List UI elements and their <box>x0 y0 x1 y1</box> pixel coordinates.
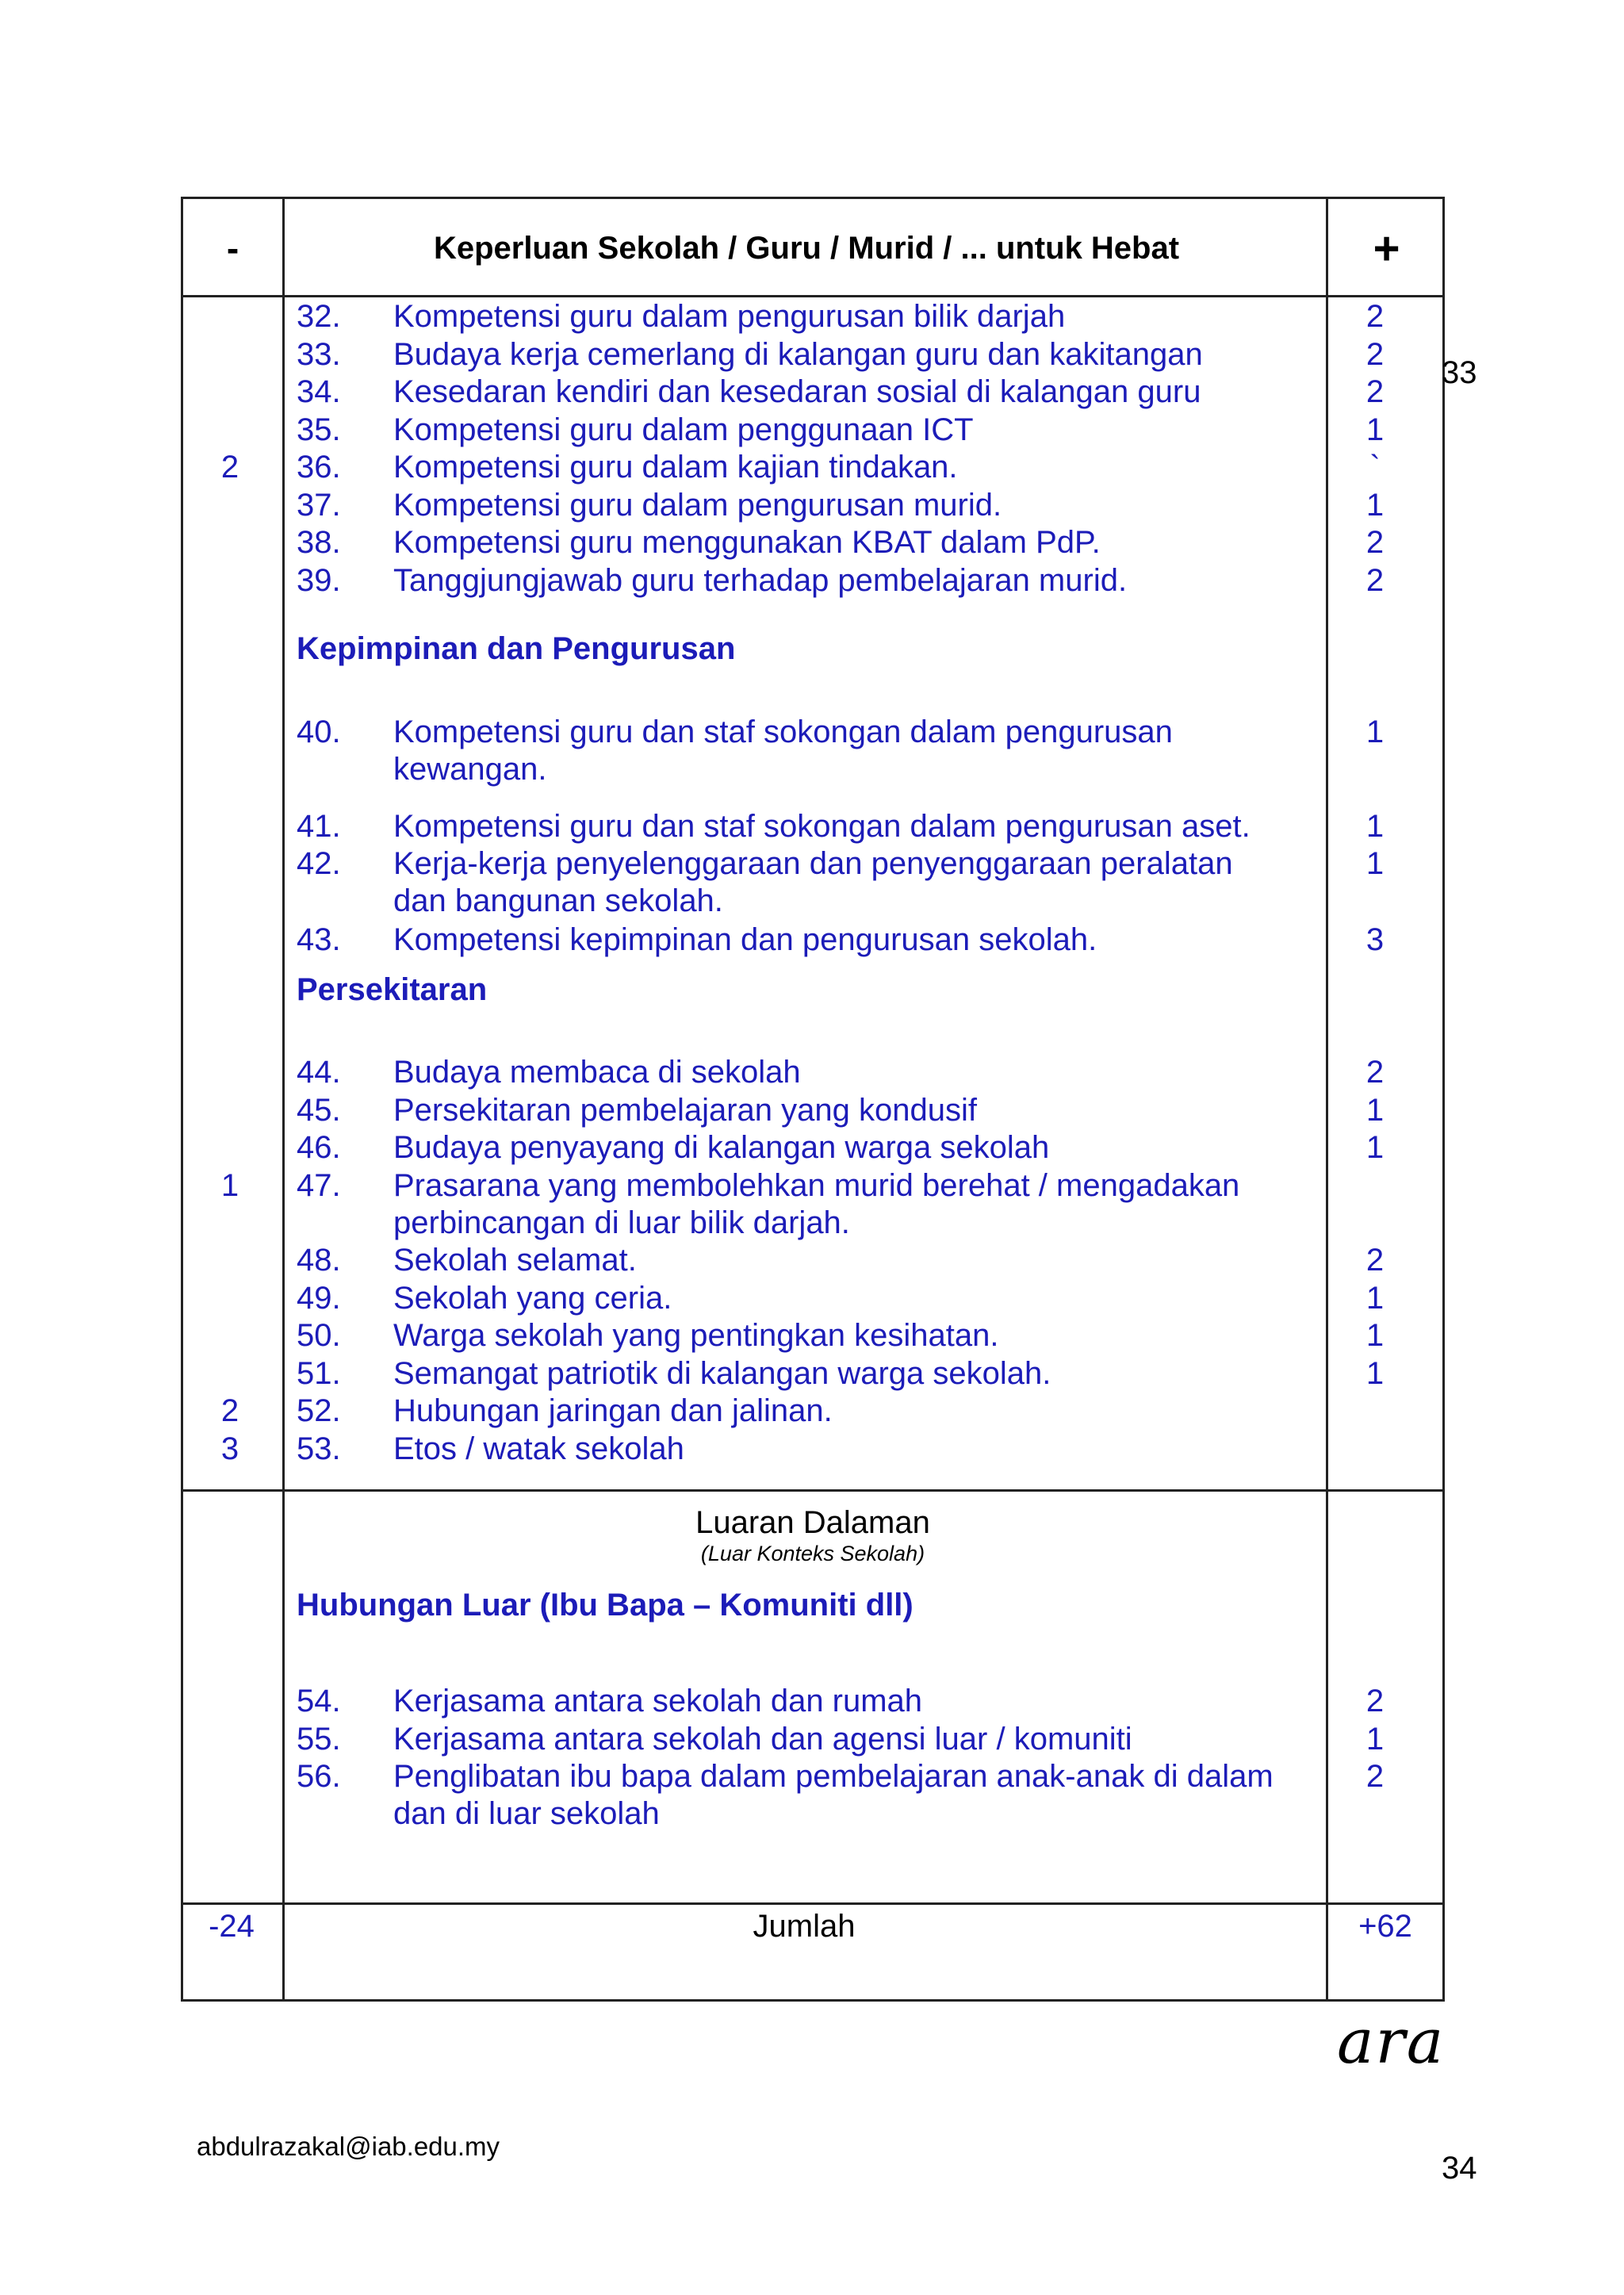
item-text: Kompetensi guru dalam pengurusan bilik darjah <box>393 299 1066 334</box>
item-number: 56. <box>297 1759 341 1794</box>
item-plus-score: 2 <box>1365 1055 1385 1090</box>
item-number: 48. <box>297 1243 341 1278</box>
item-plus-score: 1 <box>1365 715 1385 749</box>
item-number: 53. <box>297 1431 341 1466</box>
item-number: 32. <box>297 299 341 334</box>
item-text: Budaya membaca di sekolah <box>393 1055 801 1090</box>
item-text: Warga sekolah yang pentingkan kesihatan. <box>393 1318 999 1353</box>
section-title-leadership: Kepimpinan dan Pengurusan <box>297 631 736 666</box>
item-plus-score: 1 <box>1365 846 1385 881</box>
item-text: Etos / watak sekolah <box>393 1431 684 1466</box>
signature: ara <box>1337 2006 1446 2078</box>
item-number: 39. <box>297 563 341 598</box>
external-subheading: (Luar Konteks Sekolah) <box>700 1542 925 1565</box>
item-plus-score: 2 <box>1365 525 1385 560</box>
item-number: 47. <box>297 1168 341 1203</box>
item-number: 50. <box>297 1318 341 1353</box>
table-divider <box>282 199 285 1999</box>
section-title-external: Hubungan Luar (Ibu Bapa – Komuniti dll) <box>297 1588 914 1623</box>
item-text: Penglibatan ibu bapa dalam pembelajaran anak-anak di dalam <box>393 1759 1274 1794</box>
item-plus-score: 2 <box>1365 1684 1385 1718</box>
item-plus-score: 1 <box>1365 488 1385 523</box>
item-plus-score: 1 <box>1365 1281 1385 1316</box>
item-text: Kerjasama antara sekolah dan rumah <box>393 1684 923 1718</box>
item-number: 42. <box>297 846 341 881</box>
item-minus-score: 2 <box>220 1393 239 1428</box>
item-number: 43. <box>297 922 341 957</box>
side-number: 33 <box>1442 355 1477 390</box>
table-divider <box>183 1489 1442 1492</box>
item-text: Hubungan jaringan dan jalinan. <box>393 1393 833 1428</box>
item-plus-score: 2 <box>1365 337 1385 372</box>
item-minus-score: 1 <box>220 1168 239 1203</box>
item-text: Kompetensi kepimpinan dan pengurusan sekolah. <box>393 922 1097 957</box>
item-plus-score: ` <box>1369 450 1381 485</box>
item-number: 49. <box>297 1281 341 1316</box>
item-text: Persekitaran pembelajaran yang kondusif <box>393 1093 977 1128</box>
item-number: 55. <box>297 1722 341 1757</box>
item-plus-score: 3 <box>1365 922 1385 957</box>
page-number: 34 <box>1442 2151 1477 2186</box>
header-minus: - <box>226 228 239 269</box>
header-title: Keperluan Sekolah / Guru / Murid / ... untuk Hebat <box>433 230 1180 266</box>
item-text-continued: perbincangan di luar bilik darjah. <box>393 1205 850 1240</box>
item-text: Kompetensi guru dalam penggunaan ICT <box>393 412 974 447</box>
table-divider <box>1326 199 1328 1999</box>
item-number: 52. <box>297 1393 341 1428</box>
author-email: abdulrazakal@iab.edu.my <box>197 2132 500 2161</box>
item-text: Kerjasama antara sekolah dan agensi luar / komuniti <box>393 1722 1132 1757</box>
item-text: Kompetensi guru dalam kajian tindakan. <box>393 450 958 485</box>
item-text: Prasarana yang membolehkan murid berehat / mengadakan <box>393 1168 1240 1203</box>
item-text: Kompetensi guru dan staf sokongan dalam pengurusan <box>393 715 1173 749</box>
total-minus: -24 <box>209 1909 255 1944</box>
item-plus-score: 1 <box>1365 412 1385 447</box>
item-text-continued: dan bangunan sekolah. <box>393 883 723 918</box>
item-minus-score: 3 <box>220 1431 239 1466</box>
item-number: 36. <box>297 450 341 485</box>
total-plus: +62 <box>1358 1909 1412 1944</box>
header-plus: + <box>1373 222 1400 274</box>
item-number: 44. <box>297 1055 341 1090</box>
item-number: 45. <box>297 1093 341 1128</box>
item-text: Sekolah selamat. <box>393 1243 637 1278</box>
item-number: 54. <box>297 1684 341 1718</box>
item-plus-score: 1 <box>1365 1722 1385 1757</box>
item-text: Budaya penyayang di kalangan warga sekolah <box>393 1130 1050 1165</box>
item-text: Tanggjungjawab guru terhadap pembelajaran murid. <box>393 563 1128 598</box>
item-plus-score: 1 <box>1365 1093 1385 1128</box>
item-plus-score: 2 <box>1365 374 1385 409</box>
item-text: Kerja-kerja penyelenggaraan dan penyenggaraan peralatan <box>393 846 1233 881</box>
item-number: 41. <box>297 809 341 844</box>
item-number: 33. <box>297 337 341 372</box>
item-plus-score: 2 <box>1365 299 1385 334</box>
item-plus-score: 2 <box>1365 1759 1385 1794</box>
item-number: 51. <box>297 1356 341 1391</box>
item-number: 40. <box>297 715 341 749</box>
item-text: Budaya kerja cemerlang di kalangan guru dan kakitangan <box>393 337 1203 372</box>
item-number: 37. <box>297 488 341 523</box>
item-plus-score: 1 <box>1365 1356 1385 1391</box>
item-number: 35. <box>297 412 341 447</box>
item-plus-score: 2 <box>1365 1243 1385 1278</box>
total-label: Jumlah <box>753 1909 856 1944</box>
item-text: Kompetensi guru dalam pengurusan murid. <box>393 488 1002 523</box>
item-text: Sekolah yang ceria. <box>393 1281 672 1316</box>
item-plus-score: 1 <box>1365 1318 1385 1353</box>
item-plus-score: 1 <box>1365 1130 1385 1165</box>
item-number: 46. <box>297 1130 341 1165</box>
item-text: Kompetensi guru menggunakan KBAT dalam PdP. <box>393 525 1101 560</box>
section-title-environment: Persekitaran <box>297 972 488 1007</box>
item-text: Kesedaran kendiri dan kesedaran sosial di kalangan guru <box>393 374 1201 409</box>
item-text: Kompetensi guru dan staf sokongan dalam pengurusan aset. <box>393 809 1251 844</box>
item-text-continued: kewangan. <box>393 752 547 787</box>
item-number: 38. <box>297 525 341 560</box>
external-heading: Luaran Dalaman <box>695 1505 930 1540</box>
item-text-continued: dan di luar sekolah <box>393 1796 660 1831</box>
item-plus-score: 2 <box>1365 563 1385 598</box>
table-divider <box>183 1902 1442 1905</box>
item-number: 34. <box>297 374 341 409</box>
item-plus-score: 1 <box>1365 809 1385 844</box>
item-minus-score: 2 <box>220 450 239 485</box>
item-text: Semangat patriotik di kalangan warga sekolah. <box>393 1356 1051 1391</box>
